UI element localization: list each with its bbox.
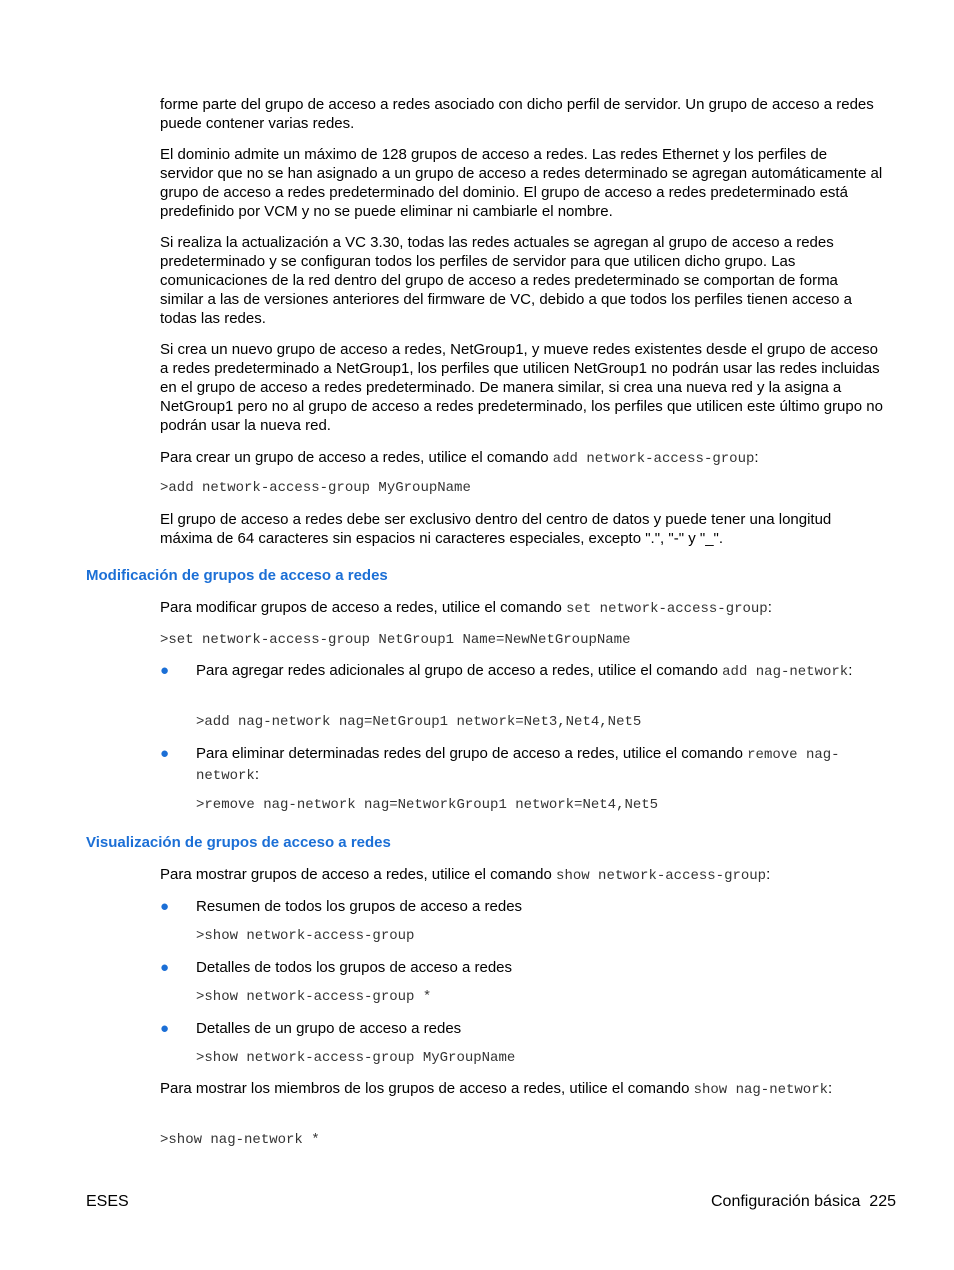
heading-view-groups: Visualización de grupos de acceso a redes xyxy=(86,834,391,851)
code-add-nag-network: >add nag-network nag=NetGroup1 network=Net3,Net4,Net5 xyxy=(196,714,642,730)
inline-command: show nag-network xyxy=(693,1082,829,1098)
paragraph-netgroup-example: Si crea un nuevo grupo de acceso a redes, NetGroup1, y mueve redes existentes desde el grupo de acceso a redes predeterminado a NetGroup1, los perfiles que utilicen NetGroup1 no podrán usar las redes incluidas en el grupo de acceso a redes predeterminado. De manera similar, si crea una nueva red y la asigna a NetGroup1 pero no al grupo de acceso a redes predeterminado, los perfiles que utilicen este último grupo no podrán usar la nueva red. xyxy=(160,341,883,434)
bullet-remove-networks: Para eliminar determinadas redes del grupo de acceso a redes, utilice el comando remove nag-network: xyxy=(196,745,840,784)
code-remove-nag-network: >remove nag-network nag=NetworkGroup1 network=Net4,Net5 xyxy=(196,797,659,813)
paragraph-modify-intro: Para modificar grupos de acceso a redes, utilice el comando set network-access-group: xyxy=(160,599,772,617)
bullet-summary: Resumen de todos los grupos de acceso a redes xyxy=(196,898,523,915)
bullet-all-details: Detalles de todos los grupos de acceso a redes xyxy=(196,959,513,976)
inline-command: set network-access-group xyxy=(566,601,768,617)
inline-command: add network-access-group xyxy=(552,451,755,467)
paragraph-create-command: Para crear un grupo de acceso a redes, utilice el comando add network-access-group: xyxy=(160,449,759,467)
footer-page-info xyxy=(711,1192,896,1211)
code-show-group-all: >show network-access-group * xyxy=(196,989,432,1005)
bullet-one-detail: Detalles de un grupo de acceso a redes xyxy=(196,1020,462,1037)
footer-locale: ESES xyxy=(86,1193,129,1210)
bullet-icon: ● xyxy=(160,898,170,915)
inline-command: show network-access-group xyxy=(556,868,767,884)
bullet-icon: ● xyxy=(160,745,170,762)
code-set-group: >set network-access-group NetGroup1 Name=NewNetGroupName xyxy=(160,632,631,648)
paragraph-name-rules: El grupo de acceso a redes debe ser exclusivo dentro del centro de datos y puede tener una longitud máxima de 64 caracteres sin espacios ni caracteres especiales, excepto ".", "-" y "_". xyxy=(160,511,832,547)
code-show-nag-network: >show nag-network * xyxy=(160,1132,320,1148)
bullet-icon: ● xyxy=(160,959,170,976)
inline-command: add nag-network xyxy=(722,664,849,680)
code-add-group: >add network-access-group MyGroupName xyxy=(160,480,471,496)
bullet-icon: ● xyxy=(160,1020,170,1037)
heading-modify-groups: Modificación de grupos de acceso a redes xyxy=(86,567,388,584)
paragraph-domain-limit: El dominio admite un máximo de 128 grupos de acceso a redes. Las redes Ethernet y los perfiles de servidor que no se han asignado a un grupo de acceso a redes determinado se agregan automáticamente al grupo de acceso a redes predeterminado del dominio. El grupo de acceso a redes predeterminado está predefinido por VCM y no se puede eliminar ni cambiarle el nombre. xyxy=(160,146,883,220)
inline-command: remove nag-network xyxy=(196,747,840,784)
footer-section-title: Configuración básica xyxy=(710,1193,861,1210)
paragraph-upgrade: Si realiza la actualización a VC 3.30, todas las redes actuales se agregan al grupo de acceso a redes predeterminado y se configuran todos los perfiles de servidor para que utilicen dicho grupo. Las comunicaciones de la red dentro del grupo de acceso a redes predeterminado se comportan de forma similar a las de versiones anteriores del firmware de VC, debido a que todos los perfiles tienen acceso a todas las redes. xyxy=(160,234,853,327)
bullet-add-networks: Para agregar redes adicionales al grupo de acceso a redes, utilice el comando add nag-network: xyxy=(196,662,853,680)
page-number: 225 xyxy=(869,1193,896,1210)
paragraph-view-intro: Para mostrar grupos de acceso a redes, utilice el comando show network-access-group: xyxy=(160,866,771,884)
paragraph-group-membership: forme parte del grupo de acceso a redes asociado con dicho perfil de servidor. Un grupo de acceso a redes puede contener varias redes. xyxy=(160,96,874,132)
code-show-group-name: >show network-access-group MyGroupName xyxy=(196,1050,516,1066)
code-show-group: >show network-access-group xyxy=(196,928,415,944)
bullet-icon: ● xyxy=(160,662,170,679)
paragraph-show-members: Para mostrar los miembros de los grupos de acceso a redes, utilice el comando show nag-network: xyxy=(160,1080,833,1098)
